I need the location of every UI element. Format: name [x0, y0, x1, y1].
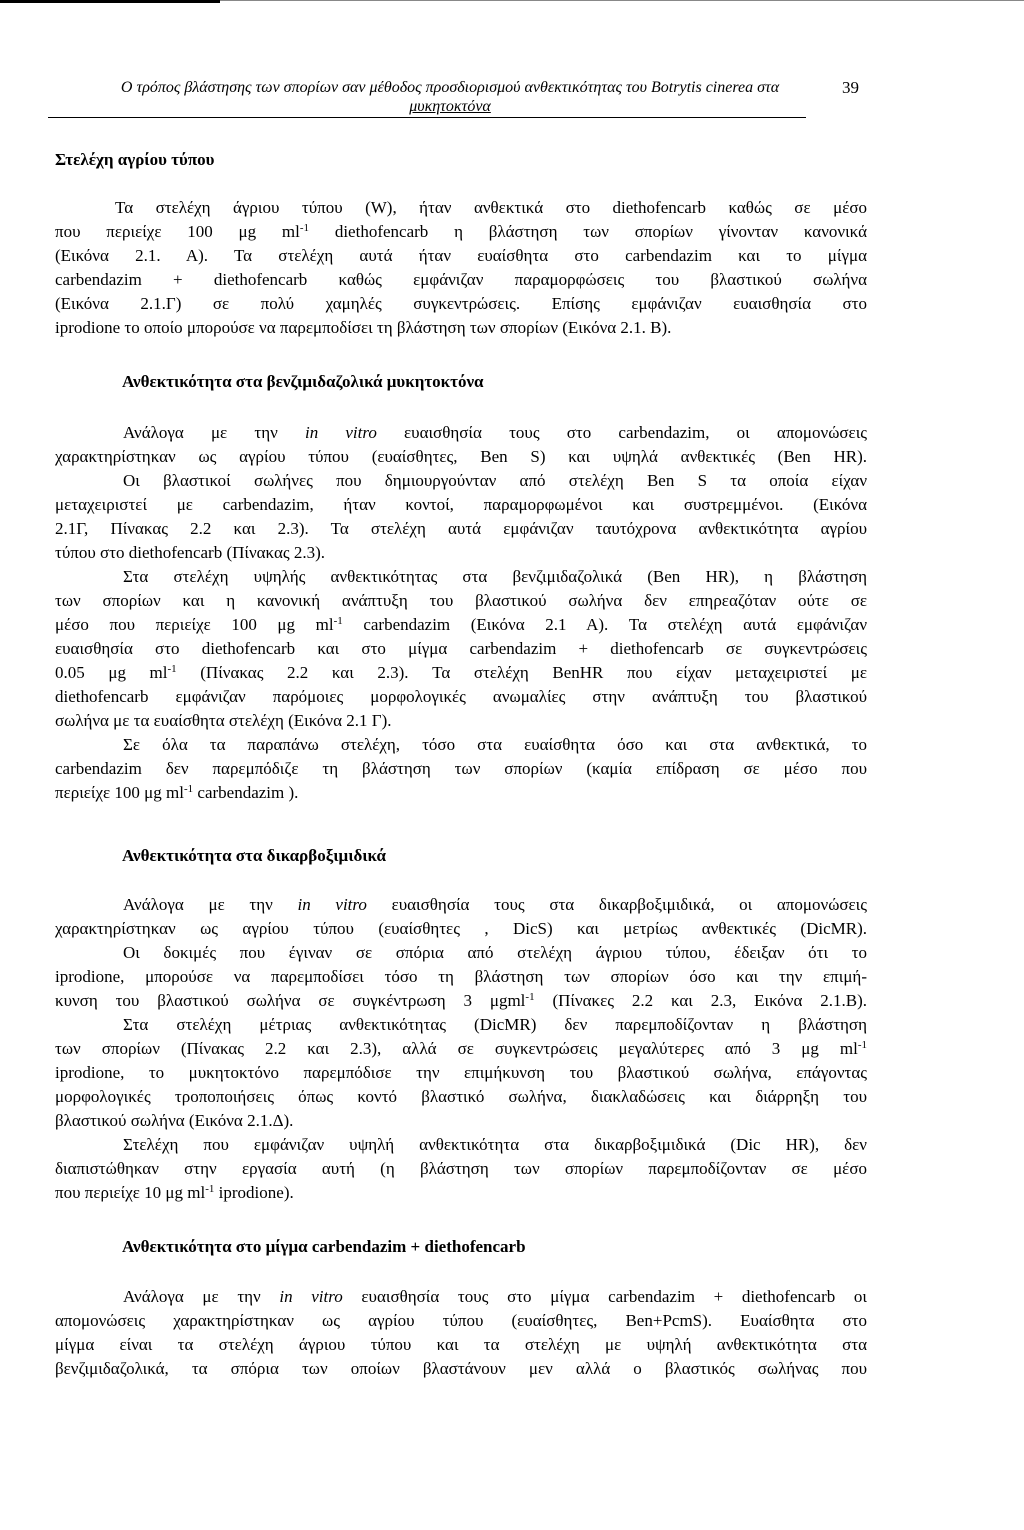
- text-line: των σπορίων και η κανονική ανάπτυξη του βλαστικού σωλήνα δεν επηρεαζόταν ούτε σε: [55, 591, 867, 610]
- paragraph-dicarboximide: [55, 893, 867, 1205]
- running-header-line-1: Ο τρόπος βλάστησης των σπορίων σαν μέθοδος προσδιορισμού ανθεκτικότητας του Botrytis cinerea στα: [120, 79, 780, 96]
- paragraph-wild-type: [55, 196, 867, 340]
- text-line: Σε όλα τα παραπάνω στελέχη, τόσο στα ευαίσθητα όσο και στα ανθεκτικά, το: [123, 735, 867, 754]
- header-rule: [48, 117, 806, 118]
- text-line: μορφολογικές τροποποιήσεις όπως κοντό βλαστικό σωλήνα, διακλαδώσεις και διάρρηξη του: [55, 1087, 867, 1106]
- text-line: σωλήνα με τα ευαίσθητα στελέχη (Εικόνα 2.1 Γ).: [55, 711, 392, 730]
- text-line: 0.05 μg $ml^{-1}$ (Πίνακας 2.2 και 2.3). Τα στελέχη BenHR που είχαν μεταχειριστεί με: [55, 663, 867, 682]
- scan-top-edge-thin: [220, 0, 1024, 1]
- text-line: Στελέχη που εμφάνιζαν υψηλή ανθεκτικότητα στα δικαρβοξιμιδικά (Dic HR), δεν: [123, 1135, 867, 1154]
- text-line: των σπορίων (Πίνακας 2.2 και 2.3), αλλά σε συγκεντρώσεις μεγαλύτερες από 3 μg $ml^{-1}$: [55, 1039, 867, 1058]
- text-line: (Εικόνα 2.1.Γ) σε πολύ χαμηλές συγκεντρώσεις. Επίσης εμφάνιζαν ευαισθησία στο: [55, 294, 867, 313]
- paragraph-mixture: [55, 1285, 867, 1381]
- text-line: που περιείχε 100 μg $ml^{-1}$ diethofencarb η βλάστηση των σπορίων γίνονταν κανονικά: [55, 222, 867, 241]
- running-header-line-2: μυκητοκτόνα: [409, 98, 491, 115]
- text-line: Στα στελέχη υψηλής ανθεκτικότητας στα βενζιμιδαζολικά (Ben HR), η βλάστηση: [123, 567, 867, 586]
- text-line: 2.1Γ, Πίνακας 2.2 και 2.3). Τα στελέχη αυτά εμφάνιζαν ταυτόχρονα ανθεκτικότητα αγρίου: [55, 519, 867, 538]
- text-line: iprodione το οποίο μπορούσε να παρεμποδίσει τη βλάστηση των σπορίων (Εικόνα 2.1. Β).: [55, 318, 672, 337]
- section-heading-dicarboximide: Ανθεκτικότητα στα δικαρβοξιμιδικά: [122, 846, 386, 865]
- text-line: diethofencarb εμφάνιζαν παρόμοιες μορφολογικές ανωμαλίες στην ανάπτυξη του βλαστικού: [55, 687, 867, 706]
- text-line: διαπιστώθηκαν στην εργασία αυτή (η βλάστηση των σπορίων παρεμποδίζονταν σε μέσο: [55, 1159, 867, 1178]
- text-line: χαρακτηρίστηκαν ως αγρίου τύπου (ευαίσθητες, Ben S) και υψηλά ανθεκτικές (Ben HR).: [55, 447, 867, 466]
- text-line: βλαστικού σωλήνα (Εικόνα 2.1.Δ).: [55, 1111, 294, 1130]
- section-heading-wild-type: Στελέχη αγρίου τύπου: [55, 150, 215, 169]
- section-heading-benzimidazole: Ανθεκτικότητα στα βενζιμιδαζολικά μυκητοκτόνα: [122, 372, 484, 391]
- text-line: περιείχε 100 μg $ml^{-1}$ carbendazim ).: [55, 783, 299, 802]
- text-line: Ανάλογα με την in vitro ευαισθησία τους στο μίγμα carbendazim + diethofencarb οι: [123, 1287, 867, 1306]
- paragraph-benzimidazole: [55, 421, 867, 805]
- page-number: 39: [842, 78, 859, 97]
- text-line: που περιείχε 10 μg $ml^{-1}$ iprodione).: [55, 1183, 294, 1202]
- text-line: μίγμα είναι τα στελέχη άγριου τύπου και τα στελέχη με υψηλή ανθεκτικότητα στα: [55, 1335, 867, 1354]
- text-line: τύπου στο diethofencarb (Πίνακας 2.3).: [55, 543, 326, 562]
- text-line: χαρακτηρίστηκαν ως αγρίου τύπου (ευαίσθητες , DicS) και μετρίως ανθεκτικές (DicMR).: [55, 919, 867, 938]
- scan-top-edge: [0, 0, 220, 3]
- text-line: Τα στελέχη άγριου τύπου (W), ήταν ανθεκτικά στο diethofencarb καθώς σε μέσο: [115, 198, 867, 217]
- text-line: Ανάλογα με την in vitro ευαισθησία τους στα δικαρβοξιμιδικά, οι απομονώσεις: [123, 895, 867, 914]
- text-line: Στα στελέχη μέτριας ανθεκτικότητας (DicMR) δεν παρεμποδίζονταν η βλάστηση: [123, 1015, 867, 1034]
- text-line: μέσο που περιείχε 100 μg $ml^{-1}$ carbendazim (Εικόνα 2.1 Α). Τα στελέχη αυτά εμφάνιζαν: [55, 615, 868, 634]
- text-line: carbendazim δεν παρεμπόδιζε τη βλάστηση των σπορίων (καμία επίδραση σε μέσο που: [55, 759, 867, 778]
- text-line: (Εικόνα 2.1. Α). Τα στελέχη αυτά ήταν ευαίσθητα στο carbendazim και το μίγμα: [55, 246, 867, 265]
- text-line: Οι δοκιμές που έγιναν σε σπόρια από στελέχη άγριου τύπου, έδειξαν ότι το: [123, 943, 867, 962]
- text-line: απομονώσεις χαρακτηρίστηκαν ως αγρίου τύπου (ευαίσθητες, Ben+PcmS). Ευαίσθητα στο: [55, 1311, 867, 1330]
- text-line: iprodione, το μυκητοκτόνο παρεμπόδισε την επιμήκυνση του βλαστικού σωλήνα, επάγοντας: [55, 1063, 867, 1082]
- text-line: Ανάλογα με την in vitro ευαισθησία τους στο carbendazim, οι απομονώσεις: [123, 423, 867, 442]
- text-line: κυνση του βλαστικού σωλήνα σε συγκέντρωση 3 μgml$^{-1}$ (Πίνακες 2.2 και 2.3, Εικόνα 2.1.Β).: [55, 991, 867, 1010]
- running-header: [60, 78, 840, 116]
- text-line: iprodione, μπορούσε να παρεμποδίσει τόσο τη βλάστηση των σπορίων όσο και την επιμή-: [55, 967, 867, 986]
- text-line: ευαισθησία στο diethofencarb και στο μίγμα carbendazim + diethofencarb σε συγκεντρώσεις: [55, 639, 867, 658]
- section-heading-mixture: Ανθεκτικότητα στο μίγμα carbendazim + diethofencarb: [122, 1237, 526, 1256]
- text-line: μεταχειριστεί με carbendazim, ήταν κοντοί, παραμορφωμένοι και συστρεμμένοι. (Εικόνα: [55, 495, 867, 514]
- text-line: carbendazim + diethofencarb καθώς εμφάνιζαν παραμορφώσεις του βλαστικού σωλήνα: [55, 270, 867, 289]
- text-line: Οι βλαστικοί σωλήνες που δημιουργούνταν από στελέχη Ben S τα οποία είχαν: [123, 471, 867, 490]
- text-line: βενζιμιδαζολικά, τα σπόρια των οποίων βλαστάνουν μεν αλλά ο βλαστικός σωλήνας που: [55, 1359, 867, 1378]
